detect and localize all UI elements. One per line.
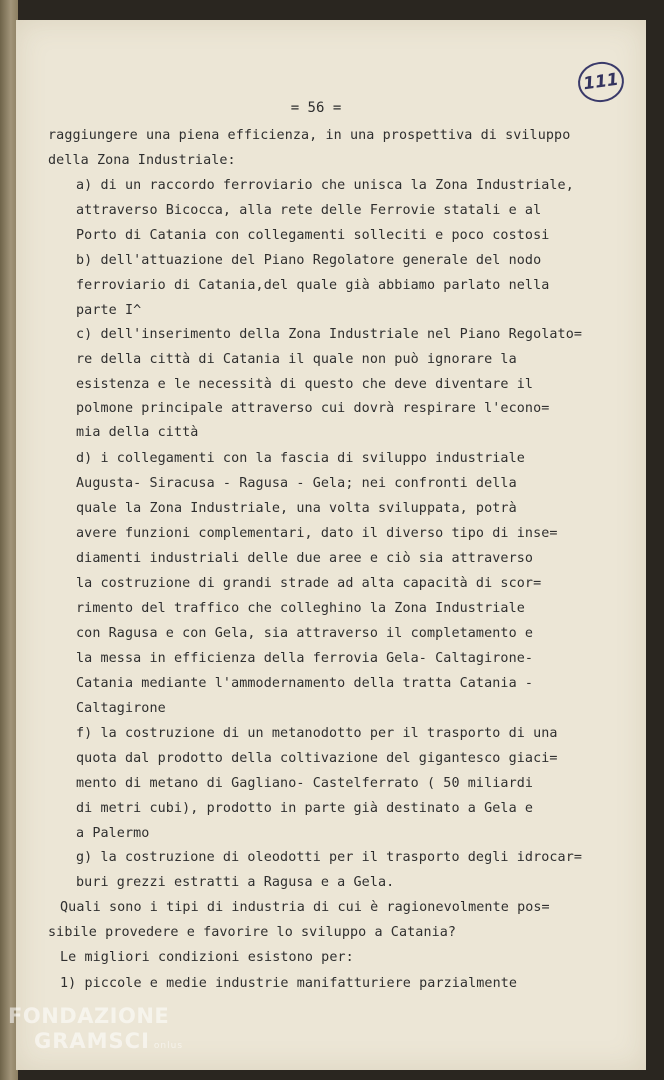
text-line: di metri cubi), prodotto in parte già destinato a Gela e (76, 801, 534, 816)
text-line: quale la Zona Industriale, una volta sviluppata, potrà (76, 501, 517, 516)
text-line: a Palermo (76, 826, 150, 841)
text-line: parte I^ (76, 303, 142, 318)
text-line: Quali sono i tipi di industria di cui è ragionevolmente pos= (60, 900, 550, 915)
watermark-line2 (34, 1031, 183, 1052)
text-line: c) dell'inserimento della Zona Industriale nel Piano Regolato= (76, 327, 583, 342)
text-line: della Zona Industriale: (48, 153, 236, 168)
watermark-line1: FONDAZIONE (8, 1004, 170, 1028)
text-line: Caltagirone (76, 701, 166, 716)
text-line: Le migliori condizioni esistono per: (60, 950, 354, 965)
text-line: avere funzioni complementari, dato il diverso tipo di inse= (76, 526, 558, 541)
text-line: rimento del traffico che colleghino la Zona Industriale (76, 601, 525, 616)
text-line: Augusta- Siracusa - Ragusa - Gela; nei confronti della (76, 476, 517, 491)
text-line: d) i collegamenti con la fascia di sviluppo industriale (76, 451, 525, 466)
text-line: la costruzione di grandi strade ad alta capacità di scor= (76, 576, 542, 591)
text-line: b) dell'attuazione del Piano Regolatore generale del nodo (76, 253, 542, 268)
text-line: re della città di Catania il quale non può ignorare la (76, 352, 517, 367)
text-line: esistenza e le necessità di questo che deve diventare il (76, 377, 534, 392)
text-line: attraverso Bicocca, alla rete delle Ferrovie statali e al (76, 203, 542, 218)
archive-page-stamp: 111 (575, 59, 626, 105)
text-line: mento di metano di Gagliano- Castelferrato ( 50 miliardi (76, 776, 534, 791)
page-header-number: = 56 = (290, 100, 342, 116)
watermark-line2-text: GRAMSCI (34, 1029, 150, 1053)
text-line: g) la costruzione di oleodotti per il trasporto degli idrocar= (76, 850, 583, 865)
text-line: quota dal prodotto della coltivazione del gigantesco giaci= (76, 751, 558, 766)
text-line: ferroviario di Catania,del quale già abbiamo parlato nella (76, 278, 550, 293)
text-line: raggiungere una piena efficienza, in una prospettiva di sviluppo (48, 128, 571, 143)
fondazione-gramsci-watermark (8, 1006, 183, 1052)
typewritten-page (16, 20, 646, 1070)
text-line: buri grezzi estratti a Ragusa e a Gela. (76, 875, 395, 890)
text-line: polmone principale attraverso cui dovrà respirare l'econo= (76, 401, 550, 416)
text-line: Catania mediante l'ammodernamento della tratta Catania - (76, 676, 534, 691)
text-line: con Ragusa e con Gela, sia attraverso il completamento e (76, 626, 534, 641)
text-line: 1) piccole e medie industrie manifatturiere parzialmente (60, 976, 518, 991)
text-line: f) la costruzione di un metanodotto per il trasporto di una (76, 726, 558, 741)
text-line: diamenti industriali delle due aree e ciò sia attraverso (76, 551, 534, 566)
watermark-suffix: onlus (153, 1041, 184, 1051)
text-line: mia della città (76, 425, 199, 440)
text-line: Porto di Catania con collegamenti solleciti e poco costosi (76, 228, 550, 243)
text-line: a) di un raccordo ferroviario che unisca la Zona Industriale, (76, 178, 574, 193)
text-line: la messa in efficienza della ferrovia Gela- Caltagirone- (76, 651, 534, 666)
text-line: sibile provedere e favorire lo sviluppo a Catania? (48, 925, 457, 940)
